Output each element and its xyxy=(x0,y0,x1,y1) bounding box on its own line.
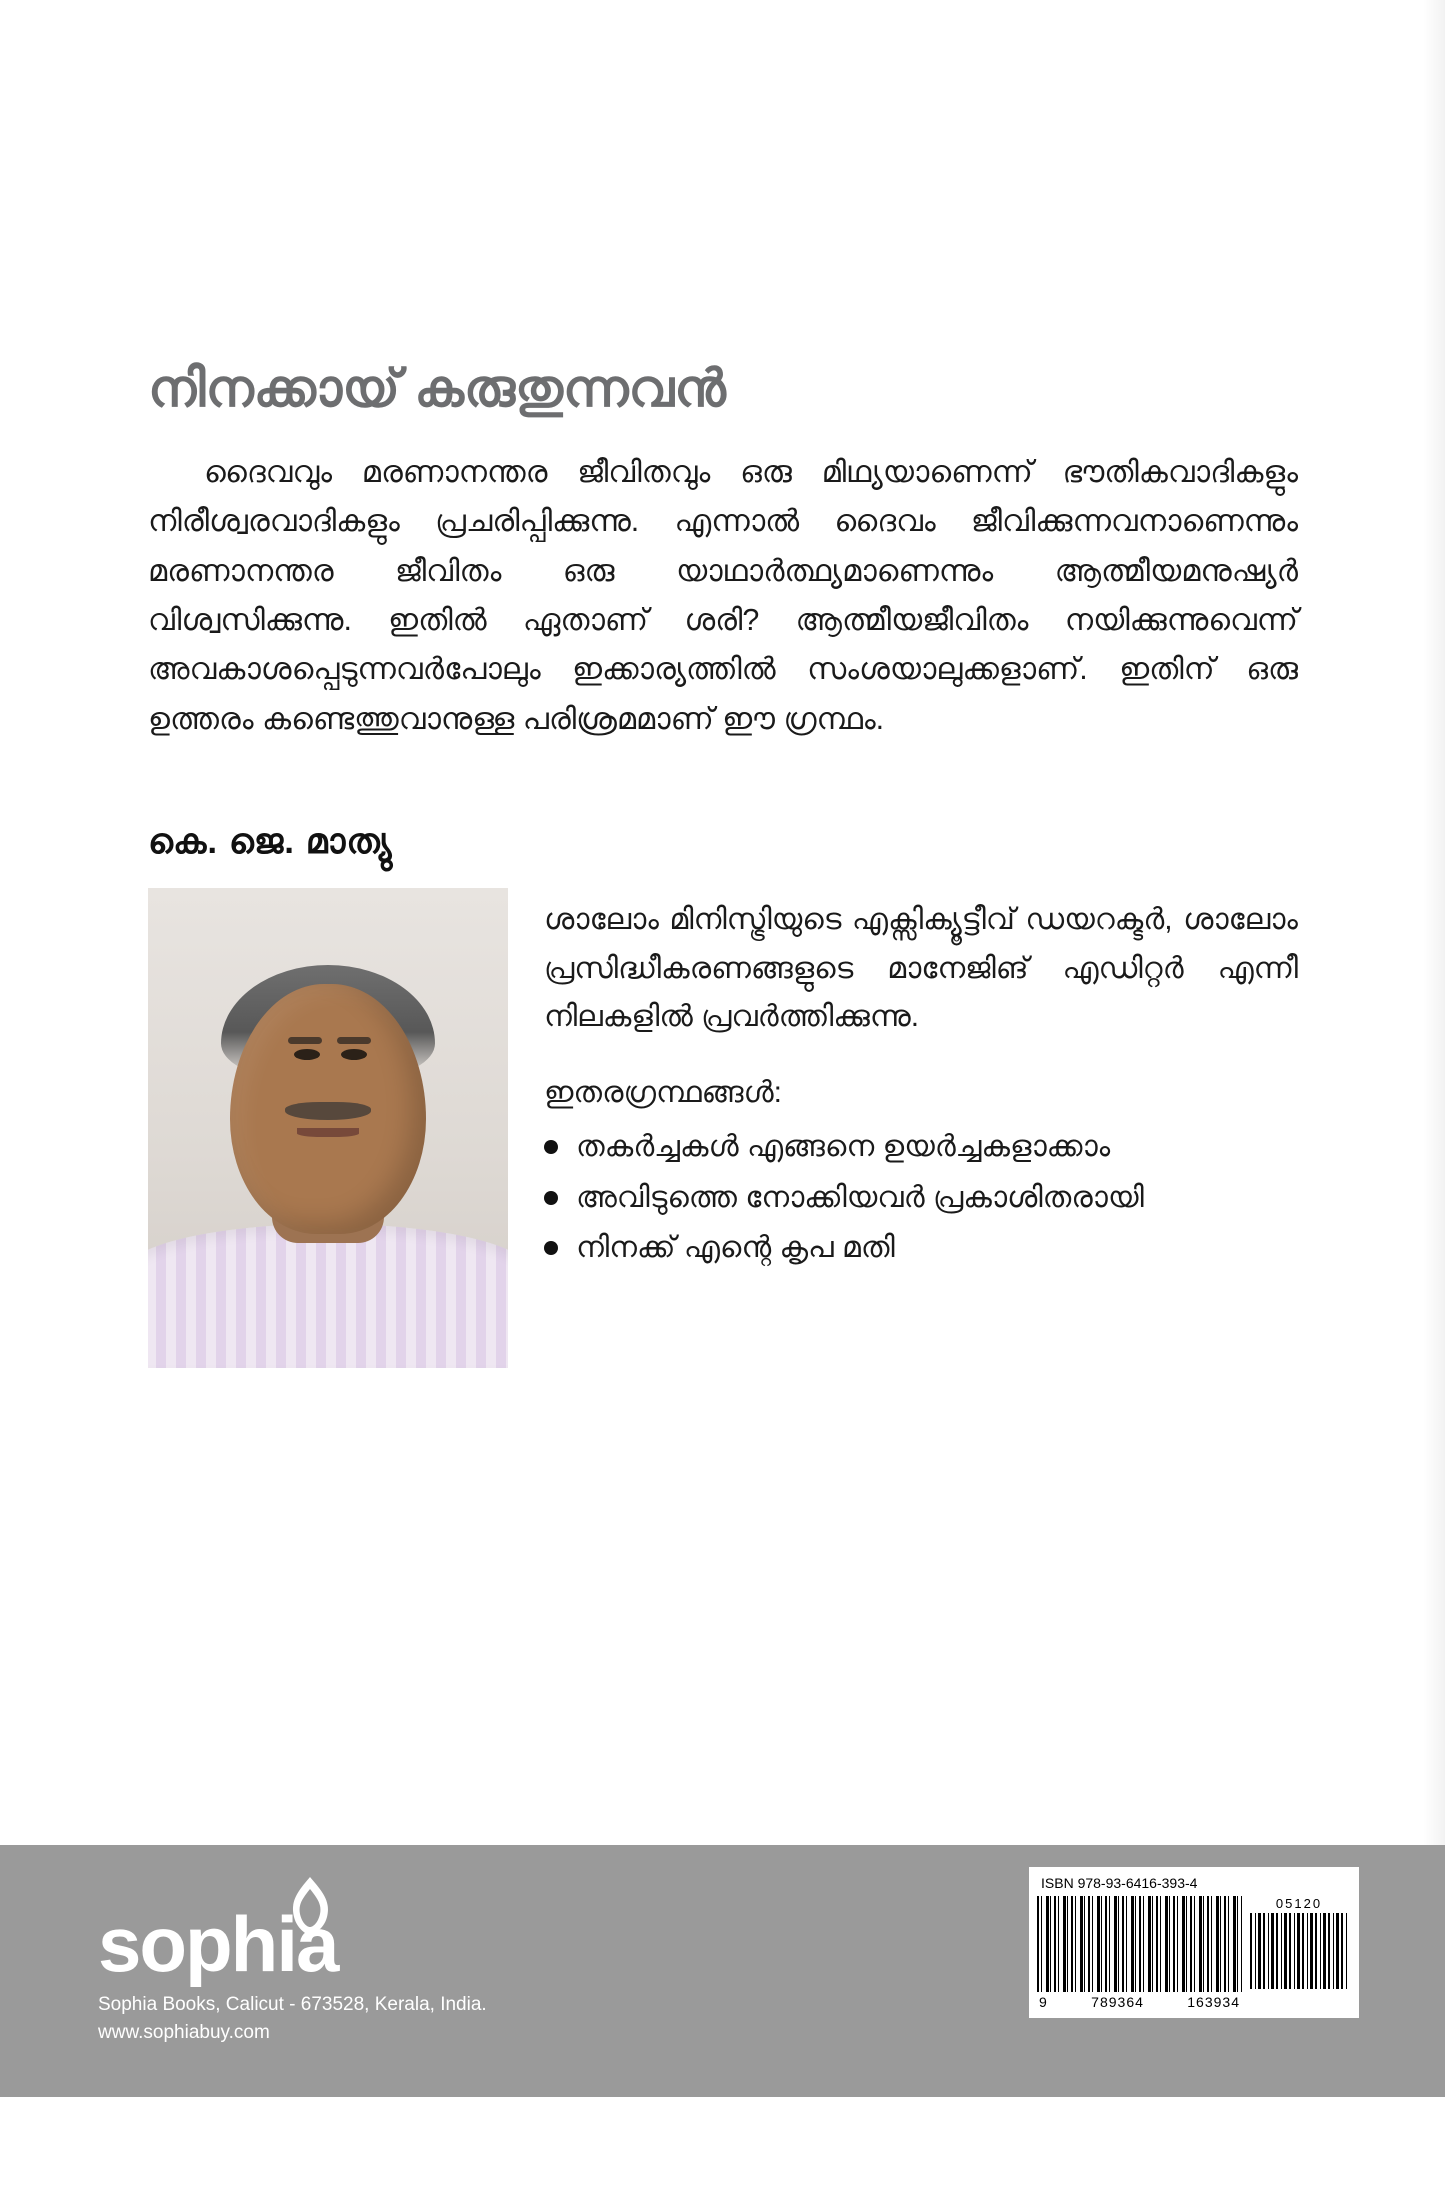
footer-band xyxy=(0,1845,1445,2097)
publisher-logo xyxy=(98,1879,718,1991)
barcodes xyxy=(1037,1896,1351,2010)
author-photo xyxy=(148,888,508,1368)
barcode-digit-right: 163934 xyxy=(1187,1994,1240,2010)
barcode-bars xyxy=(1037,1896,1242,1992)
isbn-label: ISBN 978-93-6416-393-4 xyxy=(1041,1875,1198,1891)
barcode-main xyxy=(1037,1896,1242,2010)
list-item xyxy=(544,1175,1298,1222)
portrait-moustache xyxy=(285,1102,371,1120)
portrait-illustration xyxy=(148,888,508,1368)
isbn-barcode-block xyxy=(1029,1867,1359,2018)
publisher-address: Sophia Books, Calicut - 673528, Kerala, India. xyxy=(98,1994,487,2015)
portrait-shirt xyxy=(148,1224,508,1368)
publisher-website[interactable]: www.sophiabuy.com xyxy=(98,2021,270,2043)
barcode-addon-number: 05120 xyxy=(1275,1896,1323,1911)
other-books-label: ഇതരഗ്രന്ഥങ്ങൾ: xyxy=(544,1076,782,1110)
barcode-addon xyxy=(1250,1896,1348,1989)
barcode-addon-bars xyxy=(1250,1913,1348,1989)
spine-edge-shadow xyxy=(1423,0,1445,1845)
portrait-eye-right xyxy=(341,1049,367,1060)
bullet-icon xyxy=(544,1191,558,1205)
author-bio: ശാലോം മിനിസ്ട്രിയുടെ എക്സിക്യൂട്ടീവ് ഡയറക്ടർ, ശാലോം പ്രസിദ്ധീകരണങ്ങളുടെ മാനേജിങ് എഡിറ്റർ എന്നീ നിലകളിൽ പ്രവർത്തിക്കുന്നു. xyxy=(544,903,1298,1034)
list-item xyxy=(544,1124,1298,1171)
author-block xyxy=(148,888,1298,1368)
bullet-icon xyxy=(544,1241,558,1255)
list-item-label: നിനക്ക് എന്റെ കൃപ മതി xyxy=(576,1231,895,1265)
blurb-text: ദൈവവും മരണാനന്തര ജീവിതവും ഒരു മിഥ്യയാണെന്ന് ഭൗതികവാദികളും നിരീശ്വരവാദികളും പ്രചരിപ്പിക്കുന്നു. എന്നാൽ ദൈവം ജീവിക്കുന്നവനാണെന്നും മരണാനന്തര ജീവിതം ഒരു യാഥാർത്ഥ്യമാണെന്നും ആത്മീയമനുഷ്യർ വിശ്വസിക്കുന്നു. ഇതിൽ ഏതാണ് ശരി? ആത്മീയജീവിതം നയിക്കുന്നുവെന്ന് അവകാശപ്പെടുന്നവർപോലും ഇക്കാര്യത്തിൽ സംശയാലുക്കളാണ്. ഇതിന് ഒരു ഉത്തരം കണ്ടെത്തുവാനുള്ള പരിശ്രമമാണ് ഈ ഗ്രന്ഥം. xyxy=(148,454,1298,736)
portrait-brow-right xyxy=(337,1037,371,1044)
publisher-block xyxy=(98,1879,718,2046)
author-bio-column xyxy=(544,888,1298,1275)
list-item-label: തകർച്ചകൾ എങ്ങനെ ഉയർച്ചകളാക്കാം xyxy=(576,1130,1111,1164)
portrait-eye-left xyxy=(294,1049,320,1060)
author-name: കെ. ജെ. മാത്യു xyxy=(148,822,393,862)
barcode-digit-mid: 789364 xyxy=(1091,1994,1144,2010)
publisher-logo-text: sophia xyxy=(98,1900,338,1988)
barcode-digits xyxy=(1037,1994,1242,2010)
list-item xyxy=(544,1225,1298,1272)
list-item-label: അവിടുത്തെ നോക്കിയവർ പ്രകാശിതരായി xyxy=(576,1180,1144,1214)
barcode-digit-left: 9 xyxy=(1039,1994,1048,2010)
cover-content xyxy=(148,360,1298,1368)
other-books-list xyxy=(544,1124,1298,1272)
bullet-icon xyxy=(544,1140,558,1154)
portrait-brow-left xyxy=(288,1037,322,1044)
page-title: നിനക്കായ് കരുതുന്നവൻ xyxy=(148,360,726,418)
portrait-mouth xyxy=(297,1128,359,1137)
flame-icon xyxy=(284,1875,336,1937)
